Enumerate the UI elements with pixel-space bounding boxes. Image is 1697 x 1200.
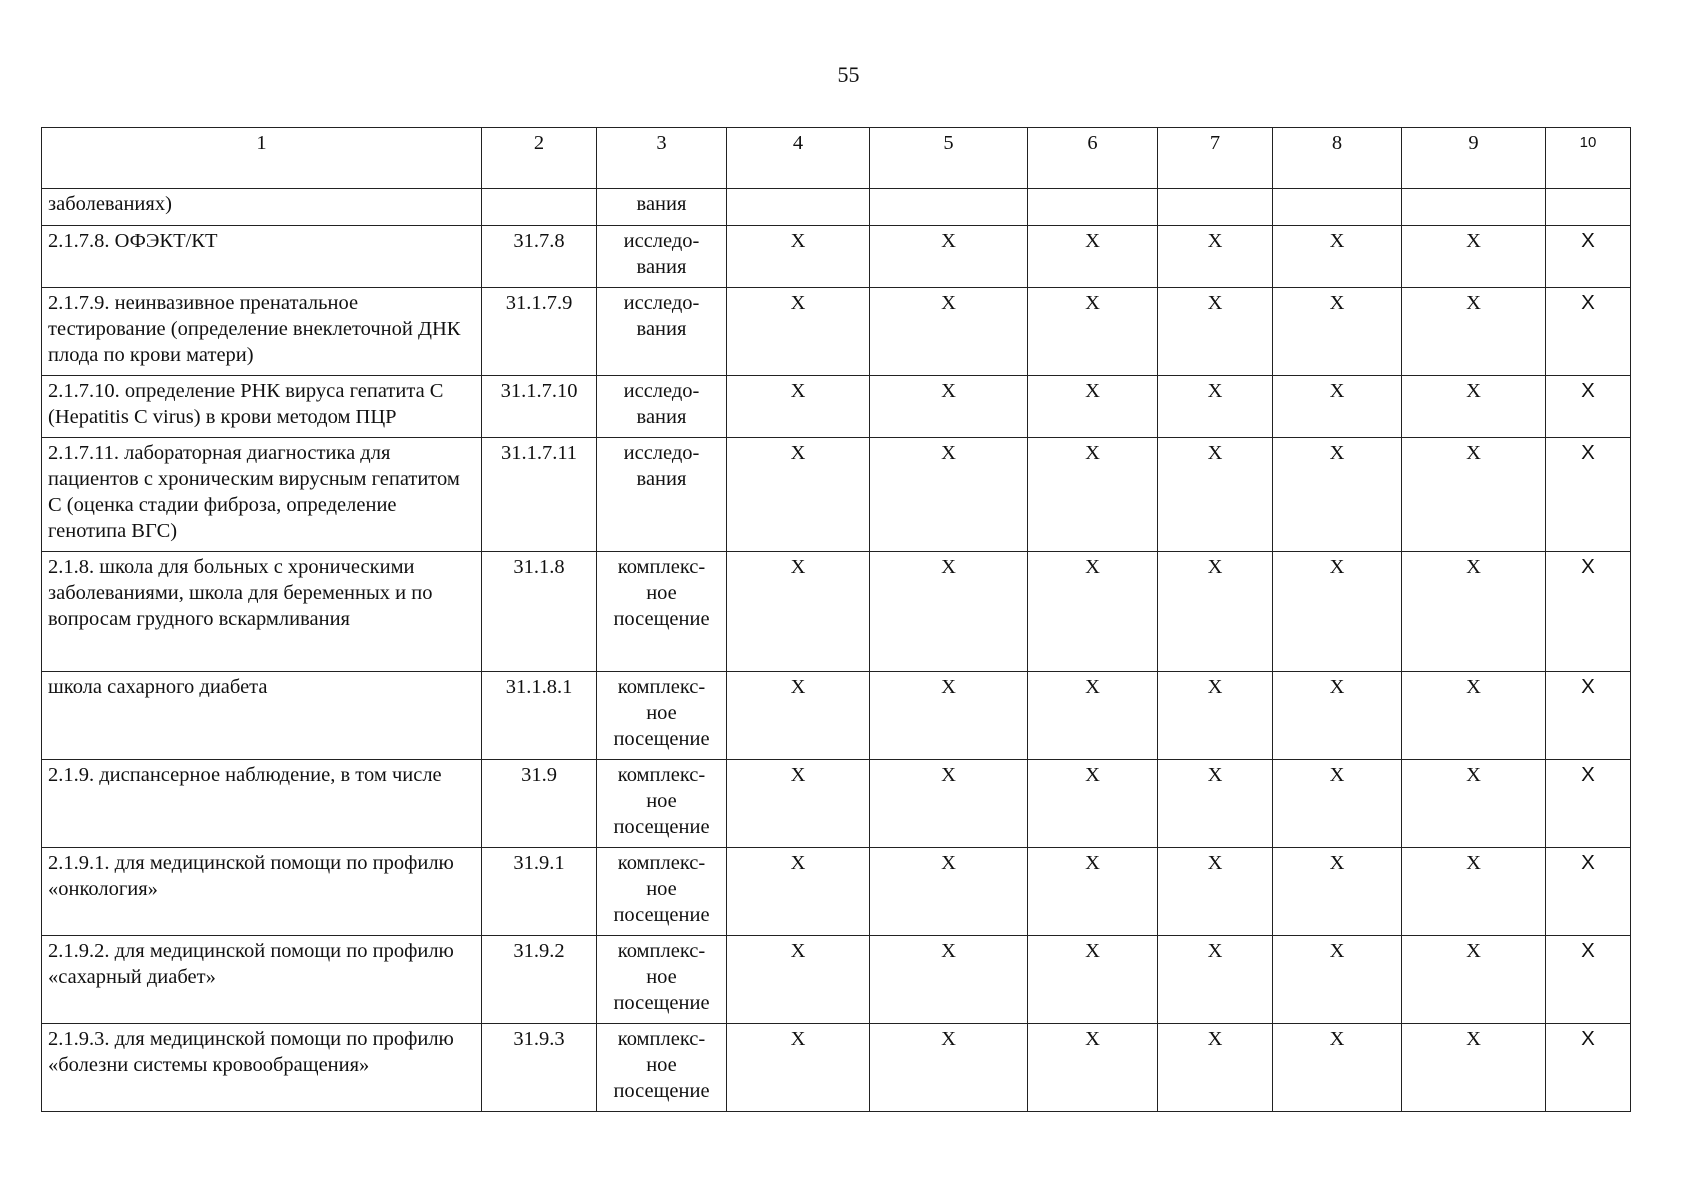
value-cell: X	[1546, 936, 1631, 1024]
unit-text-line: ное	[646, 878, 677, 900]
column-header: 5	[870, 128, 1028, 189]
page-number: 55	[837, 62, 860, 87]
unit-text-line: посещение	[613, 904, 710, 926]
value-cell: X	[1028, 288, 1158, 376]
row-unit-cell	[597, 438, 727, 552]
row-unit-cell	[597, 760, 727, 848]
row-unit-cell	[597, 189, 727, 226]
unit-text-line: посещение	[613, 816, 710, 838]
row-name-cell: школа сахарного диабета	[42, 672, 482, 760]
value-cell: X	[870, 226, 1028, 288]
row-name-cell: 2.1.7.8. ОФЭКТ/КТ	[42, 226, 482, 288]
value-cell: X	[870, 848, 1028, 936]
row-unit-cell	[597, 376, 727, 438]
value-cell: X	[1402, 376, 1546, 438]
value-cell	[1273, 189, 1402, 226]
unit-text-line: посещение	[613, 1080, 710, 1102]
table-row	[42, 1024, 1631, 1112]
table-row	[42, 552, 1631, 672]
value-cell: X	[1546, 376, 1631, 438]
column-header: 3	[597, 128, 727, 189]
column-header: 9	[1402, 128, 1546, 189]
value-cell: X	[727, 1024, 870, 1112]
column-header: 2	[482, 128, 597, 189]
unit-text-line: вания	[636, 318, 687, 340]
value-cell: X	[1546, 1024, 1631, 1112]
value-cell: X	[727, 552, 870, 672]
row-code-cell: 31.1.8	[482, 552, 597, 672]
value-cell: X	[1028, 552, 1158, 672]
row-code-cell: 31.9.1	[482, 848, 597, 936]
value-cell: X	[1273, 438, 1402, 552]
value-cell: X	[727, 760, 870, 848]
value-cell: X	[1273, 376, 1402, 438]
value-cell: X	[1402, 672, 1546, 760]
row-code-cell: 31.9	[482, 760, 597, 848]
unit-text-line: вания	[636, 406, 687, 428]
unit-text-line: комплекс-	[617, 940, 706, 962]
unit-text-line: вания	[636, 193, 687, 215]
value-cell: X	[1273, 848, 1402, 936]
unit-text-line: исследо-	[623, 442, 700, 464]
value-cell	[1402, 189, 1546, 226]
value-cell: X	[870, 552, 1028, 672]
value-cell: X	[1158, 288, 1273, 376]
table-row	[42, 226, 1631, 288]
unit-text-line: исследо-	[623, 292, 700, 314]
value-cell: X	[1028, 760, 1158, 848]
unit-text-line: ное	[646, 790, 677, 812]
value-cell: X	[1158, 1024, 1273, 1112]
unit-text-line: вания	[636, 468, 687, 490]
value-cell	[1158, 189, 1273, 226]
row-name-cell: 2.1.7.9. неинвазивное пренатальное тестирование (определение внеклеточной ДНК плода по крови матери)	[42, 288, 482, 376]
row-unit-cell	[597, 848, 727, 936]
value-cell: X	[1028, 438, 1158, 552]
table-header-row	[42, 128, 1631, 189]
row-unit-cell	[597, 288, 727, 376]
column-header: 10	[1546, 128, 1631, 189]
value-cell: X	[1273, 288, 1402, 376]
value-cell: X	[1546, 848, 1631, 936]
value-cell: X	[870, 936, 1028, 1024]
value-cell: X	[727, 288, 870, 376]
unit-text-line: исследо-	[623, 380, 700, 402]
value-cell: X	[727, 438, 870, 552]
unit-text-line: ное	[646, 582, 677, 604]
value-cell: X	[1028, 848, 1158, 936]
row-name-cell: 2.1.9.2. для медицинской помощи по профилю «сахарный диабет»	[42, 936, 482, 1024]
value-cell: X	[1402, 1024, 1546, 1112]
column-header: 6	[1028, 128, 1158, 189]
row-unit-cell	[597, 936, 727, 1024]
value-cell: X	[1158, 226, 1273, 288]
row-code-cell: 31.7.8	[482, 226, 597, 288]
value-cell: X	[870, 376, 1028, 438]
table-row	[42, 376, 1631, 438]
unit-text-line: вания	[636, 256, 687, 278]
column-header: 8	[1273, 128, 1402, 189]
value-cell: X	[1028, 226, 1158, 288]
unit-text-line: исследо-	[623, 230, 700, 252]
value-cell: X	[1158, 760, 1273, 848]
row-name-cell: 2.1.9.3. для медицинской помощи по профилю «болезни системы кровообращения»	[42, 1024, 482, 1112]
value-cell: X	[1028, 376, 1158, 438]
value-cell: X	[1158, 672, 1273, 760]
value-cell: X	[1402, 760, 1546, 848]
row-unit-cell	[597, 672, 727, 760]
value-cell: X	[1546, 552, 1631, 672]
value-cell	[1546, 189, 1631, 226]
table-row	[42, 936, 1631, 1024]
value-cell: X	[1402, 226, 1546, 288]
table-row	[42, 760, 1631, 848]
value-cell: X	[870, 760, 1028, 848]
table-row	[42, 848, 1631, 936]
value-cell: X	[1402, 936, 1546, 1024]
value-cell: X	[1546, 226, 1631, 288]
row-code-cell: 31.1.7.9	[482, 288, 597, 376]
table-row	[42, 438, 1631, 552]
row-code-cell: 31.1.7.10	[482, 376, 597, 438]
row-code-cell: 31.9.3	[482, 1024, 597, 1112]
value-cell	[1028, 189, 1158, 226]
value-cell: X	[1158, 438, 1273, 552]
value-cell: X	[1546, 672, 1631, 760]
value-cell: X	[1546, 438, 1631, 552]
row-unit-cell	[597, 1024, 727, 1112]
row-code-cell	[482, 189, 597, 226]
data-table	[41, 127, 1631, 1112]
value-cell: X	[870, 288, 1028, 376]
column-header: 4	[727, 128, 870, 189]
value-cell: X	[870, 438, 1028, 552]
row-name-cell: 2.1.9. диспансерное наблюдение, в том числе	[42, 760, 482, 848]
unit-text-line: ное	[646, 966, 677, 988]
value-cell: X	[1273, 552, 1402, 672]
value-cell: X	[1028, 936, 1158, 1024]
value-cell: X	[1273, 672, 1402, 760]
table-row	[42, 189, 1631, 226]
value-cell: X	[1402, 848, 1546, 936]
value-cell: X	[870, 672, 1028, 760]
column-header: 1	[42, 128, 482, 189]
unit-text-line: посещение	[613, 608, 710, 630]
unit-text-line: комплекс-	[617, 764, 706, 786]
row-unit-cell	[597, 226, 727, 288]
table-row	[42, 672, 1631, 760]
value-cell: X	[1546, 288, 1631, 376]
value-cell: X	[727, 848, 870, 936]
unit-text-line: ное	[646, 1054, 677, 1076]
value-cell: X	[727, 226, 870, 288]
value-cell: X	[1158, 552, 1273, 672]
value-cell: X	[1273, 1024, 1402, 1112]
unit-text-line: комплекс-	[617, 1028, 706, 1050]
unit-text-line: комплекс-	[617, 852, 706, 874]
row-code-cell: 31.1.7.11	[482, 438, 597, 552]
value-cell: X	[1158, 848, 1273, 936]
row-name-cell: 2.1.7.11. лабораторная диагностика для пациентов с хроническим вирусным гепатитом С (оценка стадии фиброза, определение генотипа ВГС)	[42, 438, 482, 552]
value-cell: X	[1402, 438, 1546, 552]
value-cell: X	[1158, 936, 1273, 1024]
column-header: 7	[1158, 128, 1273, 189]
value-cell: X	[1402, 288, 1546, 376]
value-cell: X	[1402, 552, 1546, 672]
value-cell: X	[1273, 936, 1402, 1024]
row-name-cell: заболеваниях)	[42, 189, 482, 226]
value-cell: X	[1028, 1024, 1158, 1112]
row-name-cell: 2.1.7.10. определение РНК вируса гепатита С (Hepatitis C virus) в крови методом ПЦР	[42, 376, 482, 438]
table-row	[42, 288, 1631, 376]
row-code-cell: 31.1.8.1	[482, 672, 597, 760]
row-name-cell: 2.1.8. школа для больных с хроническими заболеваниями, школа для беременных и по вопросам грудного вскармливания	[42, 552, 482, 672]
unit-text-line: посещение	[613, 992, 710, 1014]
value-cell: X	[727, 936, 870, 1024]
value-cell: X	[727, 672, 870, 760]
value-cell	[870, 189, 1028, 226]
unit-text-line: комплекс-	[617, 556, 706, 578]
value-cell: X	[1158, 376, 1273, 438]
value-cell	[727, 189, 870, 226]
value-cell: X	[727, 376, 870, 438]
value-cell: X	[1273, 226, 1402, 288]
unit-text-line: посещение	[613, 728, 710, 750]
value-cell: X	[1546, 760, 1631, 848]
value-cell: X	[1273, 760, 1402, 848]
unit-text-line: ное	[646, 702, 677, 724]
value-cell: X	[870, 1024, 1028, 1112]
unit-text-line: комплекс-	[617, 676, 706, 698]
row-code-cell: 31.9.2	[482, 936, 597, 1024]
row-name-cell: 2.1.9.1. для медицинской помощи по профилю «онкология»	[42, 848, 482, 936]
value-cell: X	[1028, 672, 1158, 760]
row-unit-cell	[597, 552, 727, 672]
